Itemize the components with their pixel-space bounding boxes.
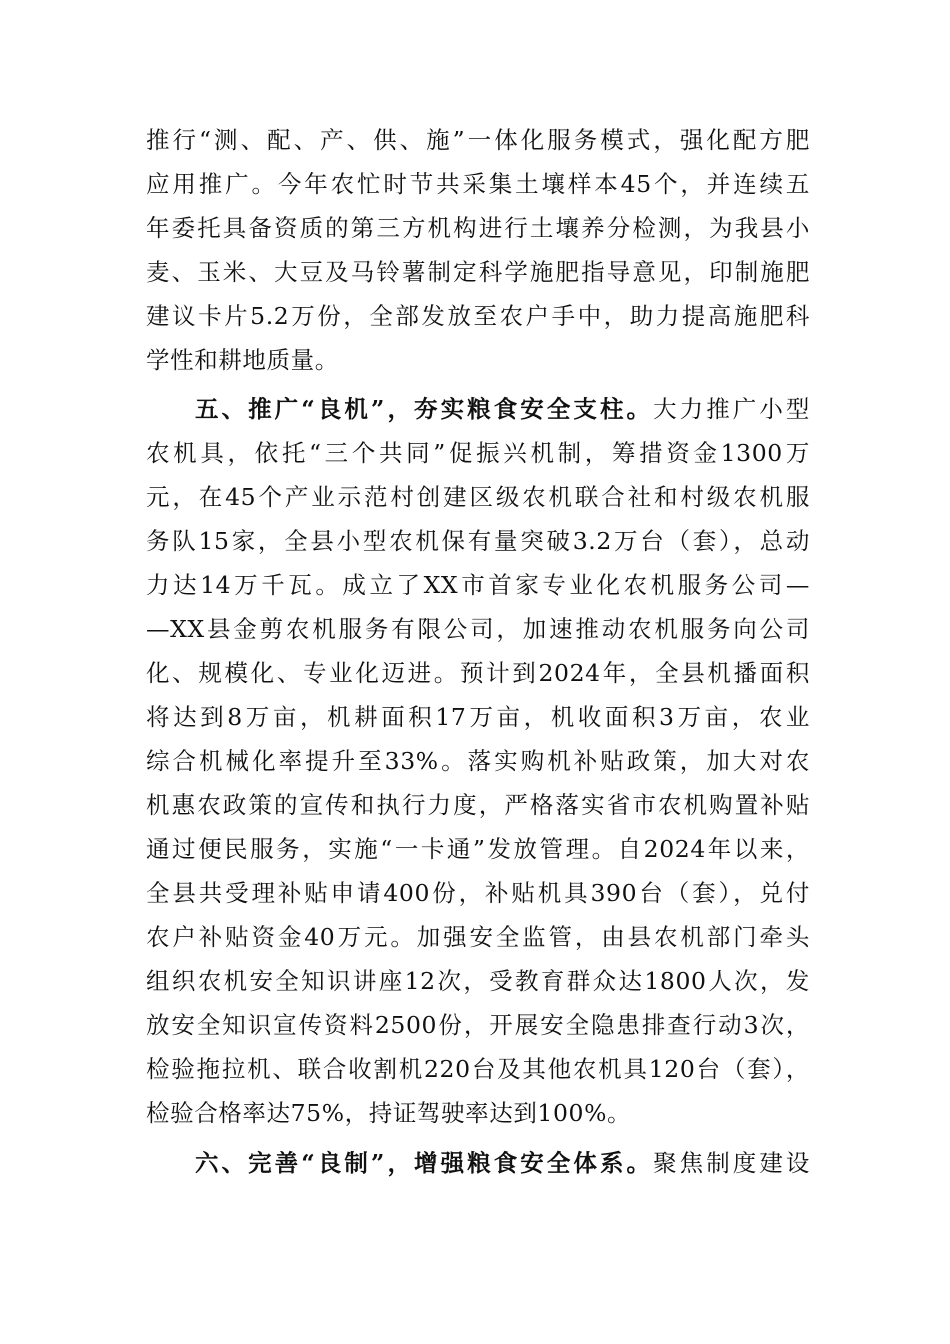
section-6-heading: 六、完善“良制”，增强粮食安全体系。 [195, 1149, 654, 1177]
paragraph-1-line-2: 应用推广。今年农忙时节共采集土壤样本45个，并连续五 [146, 170, 810, 198]
paragraph-2-line-8: 将达到8万亩，机耕面积17万亩，机收面积3万亩，农业 [146, 703, 810, 731]
section-5-heading: 五、推广“良机”，夯实粮食安全支柱。 [195, 395, 654, 423]
paragraph-2-line-2: 农机具，依托“三个共同”促振兴机制，筹措资金1300万 [146, 439, 810, 467]
paragraph-1-line-1: 推行“测、配、产、供、施”一体化服务模式，强化配方肥 [146, 126, 810, 154]
paragraph-1-line-5: 建议卡片5.2万份，全部发放至农户手中，助力提高施肥科 [146, 302, 810, 330]
paragraph-2-line-5: 力达14万千瓦。成立了XX市首家专业化农机服务公司— [146, 571, 810, 599]
paragraph-3-line-1 [195, 1148, 810, 1178]
paragraph-2-line-10: 机惠农政策的宣传和执行力度，严格落实省市农机购置补贴 [146, 791, 810, 819]
paragraph-2-line-7: 化、规模化、专业化迈进。预计到2024年，全县机播面积 [146, 659, 810, 687]
paragraph-2-line-13: 农户补贴资金40万元。加强安全监管，由县农机部门牵头 [146, 923, 810, 951]
paragraph-2-line-15: 放安全知识宣传资料2500份，开展安全隐患排查行动3次， [146, 1011, 810, 1039]
paragraph-1-line-4: 麦、玉米、大豆及马铃薯制定科学施肥指导意见，印制施肥 [146, 258, 810, 286]
paragraph-3-line-1-text: 聚焦制度建设 [653, 1149, 810, 1177]
paragraph-2-line-11: 通过便民服务，实施“一卡通”发放管理。自2024年以来， [146, 835, 810, 863]
paragraph-2-line-14: 组织农机安全知识讲座12次，受教育群众达1800人次，发 [146, 967, 810, 995]
paragraph-2-line-9: 综合机械化率提升至33%。落实购机补贴政策，加大对农 [146, 747, 810, 775]
paragraph-2-line-6: —XX县金剪农机服务有限公司，加速推动农机服务向公司 [146, 615, 810, 643]
paragraph-2-line-3: 元，在45个产业示范村创建区级农机联合社和村级农机服 [146, 483, 810, 511]
paragraph-1-line-3: 年委托具备资质的第三方机构进行土壤养分检测，为我县小 [146, 214, 810, 242]
paragraph-2-line-1 [195, 394, 810, 424]
paragraph-2-line-1-text: 大力推广小型 [653, 395, 810, 423]
paragraph-2-line-4: 务队15家，全县小型农机保有量突破3.2万台（套），总动 [146, 527, 810, 555]
paragraph-1-line-6: 学性和耕地质量。 [146, 346, 339, 374]
paragraph-2-line-16: 检验拖拉机、联合收割机220台及其他农机具120台（套）， [146, 1055, 810, 1083]
paragraph-2-line-17: 检验合格率达75%，持证驾驶率达到100%。 [146, 1099, 632, 1127]
paragraph-2-line-12: 全县共受理补贴申请400份，补贴机具390台（套），兑付 [146, 879, 810, 907]
